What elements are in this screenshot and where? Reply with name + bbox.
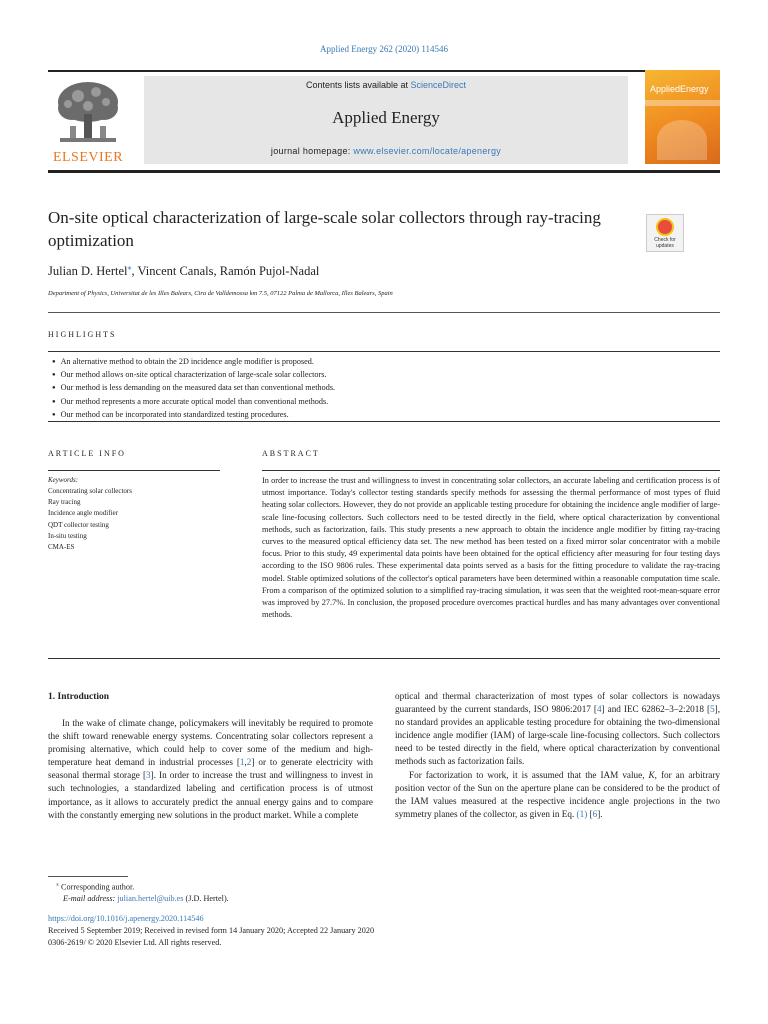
email-link[interactable]: julian.hertel@uib.es (117, 894, 184, 903)
author-name: Julian D. Hertel (48, 264, 128, 279)
reference-link[interactable]: 6 (592, 808, 598, 819)
header-bottom-rule (48, 170, 720, 173)
text-run: For factorization to work, it is assumed that the IAM value, (409, 769, 649, 780)
email-line (63, 894, 229, 903)
section-heading-introduction: 1. Introduction (48, 692, 110, 702)
divider (262, 470, 720, 471)
text-run: optical and thermal characterization of most types of solar collectors is nowadays guaranteed by the current standards, ISO 9806:2017 [ (395, 691, 720, 715)
publisher-name: ELSEVIER (52, 150, 124, 165)
keyword-item: QDT collector testing (48, 520, 109, 529)
highlight-item: ● An alternative method to obtain the 2D incidence angle modifier is proposed. (52, 356, 712, 369)
paragraph (48, 717, 373, 822)
copyright: 0306-2619/ © 2020 Elsevier Ltd. All rights reserved. (48, 938, 222, 947)
highlight-item: ● Our method is less demanding on the measured data set than conventional methods. (52, 382, 712, 395)
text-run: ] or to generate electricity with seasonal thermal storage [ (48, 757, 373, 781)
paragraph (395, 690, 720, 769)
highlights-list (52, 356, 712, 422)
crossmark-label: Check for updates (654, 237, 676, 249)
body-column-left (48, 717, 373, 822)
highlight-item: ● Our method can be incorporated into standardized testing procedures. (52, 409, 712, 422)
text-run: ]. (597, 808, 603, 819)
corresponding-author-mark[interactable]: ⁎ (127, 263, 132, 272)
divider (48, 658, 720, 659)
check-for-updates-button[interactable] (646, 214, 684, 252)
author-list (48, 263, 319, 279)
reference-link[interactable]: 3 (146, 770, 151, 781)
article-title: On-site optical characterization of large-scale solar collectors through ray-tracing optimization (48, 208, 601, 250)
reference-link[interactable]: 1 (239, 757, 245, 768)
footnote-mark: ⁎ (56, 882, 59, 888)
text-run: ], no standard provides an applicable testing procedure for obtaining the two-dimensional incidence angle modifier (IAM) of large-scale line-focusing collectors. Such collectors need to be tested directly in the field, where optical characterization by conventional methods such as factorization fails. (395, 704, 720, 767)
highlight-item: ● Our method represents a more accurate optical model than conventional methods. (52, 396, 712, 409)
text-run: , (244, 757, 247, 768)
abstract-heading: ABSTRACT (262, 449, 320, 458)
footnote-rule (48, 876, 128, 877)
journal-name: Applied Energy (332, 108, 440, 127)
text-run: Corresponding author. (59, 882, 135, 892)
symbol-k: K (648, 769, 655, 780)
text-run: ]. In order to increase the trust and willingness to invest in such technologies, a standardized labeling and certification process is of utmost importance, as it allows to accurately predict the annual energy gains and to compare with the constantly emerging new solutions in the product market. While a complete (48, 770, 373, 820)
keyword-item: Incidence angle modifier (48, 509, 118, 518)
equation-link[interactable]: (1) (576, 808, 588, 819)
reference-link[interactable]: 2 (246, 757, 252, 768)
highlight-item: ● Our method allows on-site optical characterization of large-scale solar collectors. (52, 369, 712, 382)
journal-citation[interactable]: Applied Energy 262 (2020) 114546 (320, 44, 448, 54)
text-run: , for an arbitrary position vector of the Sun on the aperture plane can be considered to be the product of the IAM values measured at the respective incidence angle projections in the two symmetry planes of the collector, as given in Eq. (395, 769, 720, 819)
crossmark-icon (656, 218, 674, 236)
keywords-list (48, 486, 132, 553)
sciencedirect-link[interactable]: ScienceDirect (410, 80, 467, 90)
homepage-link[interactable]: www.elsevier.com/locate/apenergy (353, 146, 502, 156)
email-label: E-mail address: (63, 894, 118, 903)
cover-band (645, 100, 720, 106)
header-top-rule (48, 70, 720, 72)
other-authors: , Vincent Canals, Ramón Pujol-Nadal (131, 264, 320, 279)
corresponding-author-note (56, 881, 134, 892)
keyword-item: In-situ testing (48, 531, 87, 540)
homepage-prefix: journal homepage: (270, 146, 354, 156)
divider (48, 312, 720, 313)
keyword-item: Concentrating solar collectors (48, 487, 132, 495)
paragraph (395, 769, 720, 821)
highlights-heading: HIGHLIGHTS (48, 330, 117, 339)
keyword-item: CMA-ES (48, 543, 75, 552)
homepage-line (144, 146, 628, 156)
article-info-heading: ARTICLE INFO (48, 449, 126, 458)
keyword-item: Ray tracing (48, 498, 81, 507)
reference-link[interactable]: 5 (710, 704, 715, 715)
divider (48, 470, 220, 471)
divider (48, 421, 720, 422)
journal-cover-image (645, 70, 720, 164)
affiliation: Department of Physics, Universitat de les Illes Balears, Ctra de Valldemossa km 7.5, 07122 Palma de Mallorca, Illes Balears, Spain (48, 290, 393, 297)
text-run: In the wake of climate change, policymakers will inevitably be required to promote the shift toward renewable energy systems. Concentrating solar collectors represent a promising alternative, which could help to cover some of the medium and high-temperature heat demand in industrial processes [ (48, 718, 373, 768)
doi-link[interactable]: https://doi.org/10.1016/j.apenergy.2020.114546 (48, 914, 204, 923)
text-run: ] and IEC 62862–3–2:2018 [ (601, 704, 711, 715)
cover-title: AppliedEnergy (650, 84, 709, 94)
text-run: [ (587, 808, 593, 819)
contents-prefix: Contents lists available at (305, 80, 411, 90)
contents-line (144, 80, 628, 90)
article-dates: Received 5 September 2019; Received in revised form 14 January 2020; Accepted 22 January 2020 (48, 926, 375, 935)
keywords-label: Keywords: (48, 476, 79, 484)
cover-art (657, 120, 707, 160)
text-run: (J.D. Hertel). (183, 894, 229, 903)
reference-link[interactable]: 4 (596, 704, 602, 715)
abstract-text: In order to increase the trust and willingness to invest in concentrating solar collectors, an accurate labeling and certification process is of utmost importance. Today's collector testing standards specify methods for assessing the thermal performance of most types of fluid heating solar collectors. However, they do not provide an applicable testing procedure for obtaining the incidence angle modifier of large-scale line-focusing collectors. Such collectors need to be tested directly in the field, where optical characterization by conventional methods, such as factorization, fails. This study presents a new approach to obtain the incidence angle modifier by fitting ray-tracing curves to the measured optical efficiency data set. The new method has been tested on a fixed mirror solar concentrator with a mobile focus. Prior to this study, 49 experimental data points have been obtained for the optical efficiency after measuring for four testing days according to the ISO 9806 rules. These experimental data points served as a basis for the fitting procedure to validate the ray-tracing model. Stable optimized solutions of the collector's optical parameters have been determined within a reasonable computation time scale. From a comparison of the optimized solution to a simplified ray-tracing simulation, it was seen that the weighted root-mean-square error was improved by 27.7%. In conclusion, the proposed procedure overcomes practical hurdles and has many advantages over conventional methods. (262, 476, 720, 620)
body-column-right (395, 690, 720, 821)
journal-banner (144, 76, 628, 164)
divider (48, 351, 720, 352)
